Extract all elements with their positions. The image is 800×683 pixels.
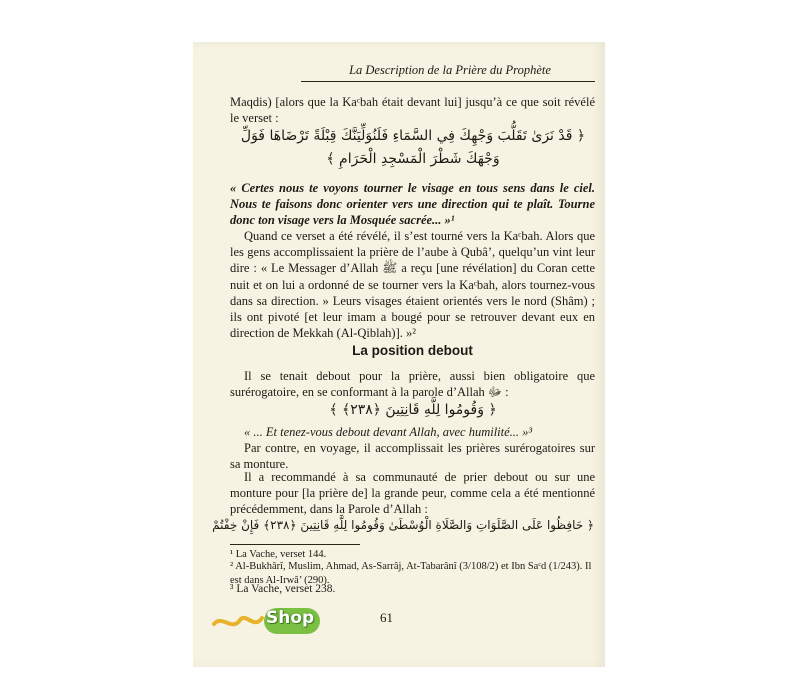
paragraph-intro: Maqdis) [alors que la Kaᶜbah était devant lui] jusqu’à ce que soit révélé le verset :: [230, 95, 595, 126]
section-heading: La position debout: [352, 343, 473, 358]
header-rule: [301, 81, 595, 82]
shop-logo-text: Shop: [266, 608, 315, 628]
paragraph-narration: Quand ce verset a été révélé, il s’est tourné vers la Kaᶜbah. Alors que les gens accomplissaient la prière de l’aube à Qubâ’, quelqu’un vint leur dire : « Le Messager d’Allah ﷺ a reçu [une révélation] du Coran cette nuit et on lui a ordonné de se tourner vers la Kaᶜbah, alors tournez-vous dans sa direction. » Leurs visages étaient orientés vers le nord (Shâm) ; ils ont pivoté [et leur imam a bougé pour se retrouver devant eux en direction de Mekkah (Al-Qiblah)]. »²: [230, 229, 595, 341]
paragraph-standing: Il se tenait debout pour la prière, aussi bien obligatoire que surérogatoire, en se conformant à la parole d’Allah ﷻ :: [230, 369, 595, 400]
page-number: 61: [380, 610, 393, 625]
footnote-2: ² Al-Bukhârî, Muslim, Ahmad, As-Sarrâj, At-Tabarânî (3/108/2) et Ibn Saᶜd (1/243). Il est dans Al-Irwâ’ (290).: [230, 561, 592, 586]
arabic-verse-2: ﴿ وَقُومُوا لِلَّهِ قَانِتِينَ ﴿٢٣٨﴾ ﴾: [329, 402, 497, 418]
quote-translation-1: « Certes nous te voyons tourner le visage en tous sens dans le ciel. Nous te faisons donc orienter vers une direction qui te plaît. Tourne donc ton visage vers la Mosquée sacrée... »¹: [230, 181, 595, 228]
footnote-1: ¹ La Vache, verset 144.: [230, 549, 327, 560]
paragraph-fear-prayer: Il a recommandé à sa communauté de prier debout ou sur une monture pour [la prière de] la grande peur, comme cela a été mentionné précédemment, dans la Parole d’Allah :: [230, 470, 595, 517]
quote-translation-2: « ... Et tenez-vous debout devant Allah, avec humilité... »³: [244, 425, 533, 439]
arabic-verse-1b: وَجْهَكَ شَطْرَ الْمَسْجِدِ الْحَرَامِ ﴾: [326, 151, 500, 167]
running-header: La Description de la Prière du Prophète: [349, 63, 551, 77]
arabic-verse-3: ﴿ حَافِظُوا عَلَى الصَّلَوَاتِ وَالصَّلَاةِ الْوُسْطَىٰ وَقُومُوا لِلَّهِ قَانِتِينَ ﴿٢٣٨﴾ فَإِنْ خِفْتُمْ: [212, 518, 594, 532]
footnote-3: ³ La Vache, verset 238.: [230, 583, 336, 595]
arabic-verse-1a: ﴿ قَدْ نَرَىٰ تَقَلُّبَ وَجْهِكَ فِي السَّمَاءِ فَلَنُوَلِّيَنَّكَ قِبْلَةً تَرْضَاهَا فَوَلِّ: [240, 128, 586, 144]
footnote-rule: [230, 544, 360, 545]
paragraph-travel: Par contre, en voyage, il accomplissait les prières surérogatoires sur sa monture.: [230, 441, 595, 472]
